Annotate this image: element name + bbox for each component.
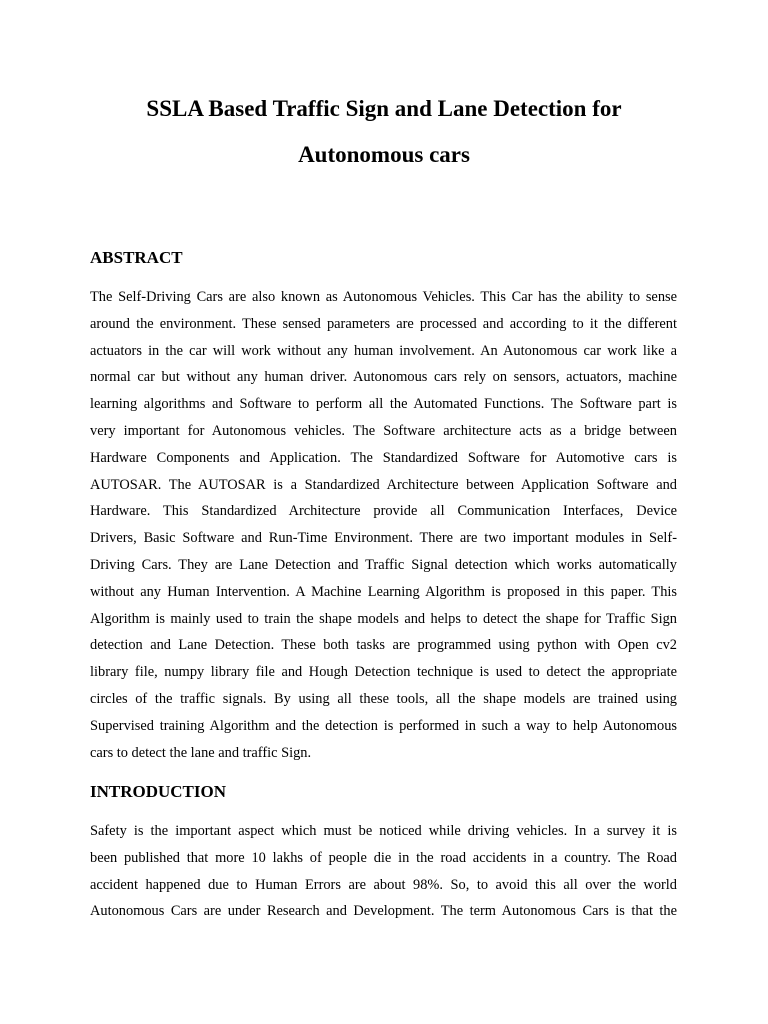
introduction-line: Autonomous Cars are under Research and Development. The term Autonomous Cars is that the (90, 903, 677, 920)
abstract-line: cars to detect the lane and traffic Sign. (90, 744, 312, 761)
abstract-heading: ABSTRACT (90, 248, 183, 267)
abstract-line: library file, numpy library file and Hough Detection technique is used to detect the appropriate (90, 664, 677, 681)
abstract-line: The Self-Driving Cars are also known as Autonomous Vehicles. This Car has the ability to sense (90, 289, 677, 305)
abstract-line: around the environment. These sensed parameters are processed and according to it the different (90, 315, 677, 332)
abstract-line: Hardware Components and Application. The Standardized Software for Automotive cars is (90, 449, 677, 466)
abstract-line: Drivers, Basic Software and Run-Time Environment. There are two important modules in Self- (90, 530, 677, 547)
paper-title-line-1: SSLA Based Traffic Sign and Lane Detection for (146, 96, 622, 121)
abstract-paragraph (90, 284, 677, 766)
introduction-paragraph (90, 818, 677, 925)
abstract-line: normal car but without any human driver. Autonomous cars rely on sensors, actuators, machine (90, 369, 677, 386)
abstract-line: actuators in the car will work without any human involvement. An Autonomous car work like a (90, 342, 677, 359)
abstract-line: Driving Cars. They are Lane Detection and Traffic Signal detection which works automatically (90, 556, 677, 573)
introduction-line: accident happened due to Human Errors are about 98%. So, to avoid this all over the world (90, 876, 677, 893)
abstract-line: Algorithm is mainly used to train the shape models and helps to detect the shape for Traffic Sign (90, 610, 677, 627)
paper-title-line-2: Autonomous cars (298, 142, 470, 167)
abstract-line: without any Human Intervention. A Machine Learning Algorithm is proposed in this paper. This (90, 583, 677, 600)
introduction-line: been published that more 10 lakhs of people die in the road accidents in a country. The Road (90, 849, 677, 866)
abstract-line: very important for Autonomous vehicles. The Software architecture acts as a bridge between (90, 422, 677, 439)
abstract-line: circles of the traffic signals. By using all these tools, all the shape models are trained using (90, 690, 677, 707)
abstract-line: Hardware. This Standardized Architecture provide all Communication Interfaces, Device (90, 503, 677, 520)
introduction-heading: INTRODUCTION (90, 782, 227, 801)
abstract-line: detection and Lane Detection. These both tasks are programmed using python with Open cv2 (90, 637, 677, 654)
abstract-line: learning algorithms and Software to perform all the Automated Functions. The Software part is (90, 396, 677, 413)
abstract-line: AUTOSAR. The AUTOSAR is a Standardized Architecture between Application Software and (90, 476, 677, 493)
abstract-line: Supervised training Algorithm and the detection is performed in such a way to help Autonomous (90, 717, 677, 734)
introduction-line: Safety is the important aspect which must be noticed while driving vehicles. In a survey it is (90, 823, 677, 839)
